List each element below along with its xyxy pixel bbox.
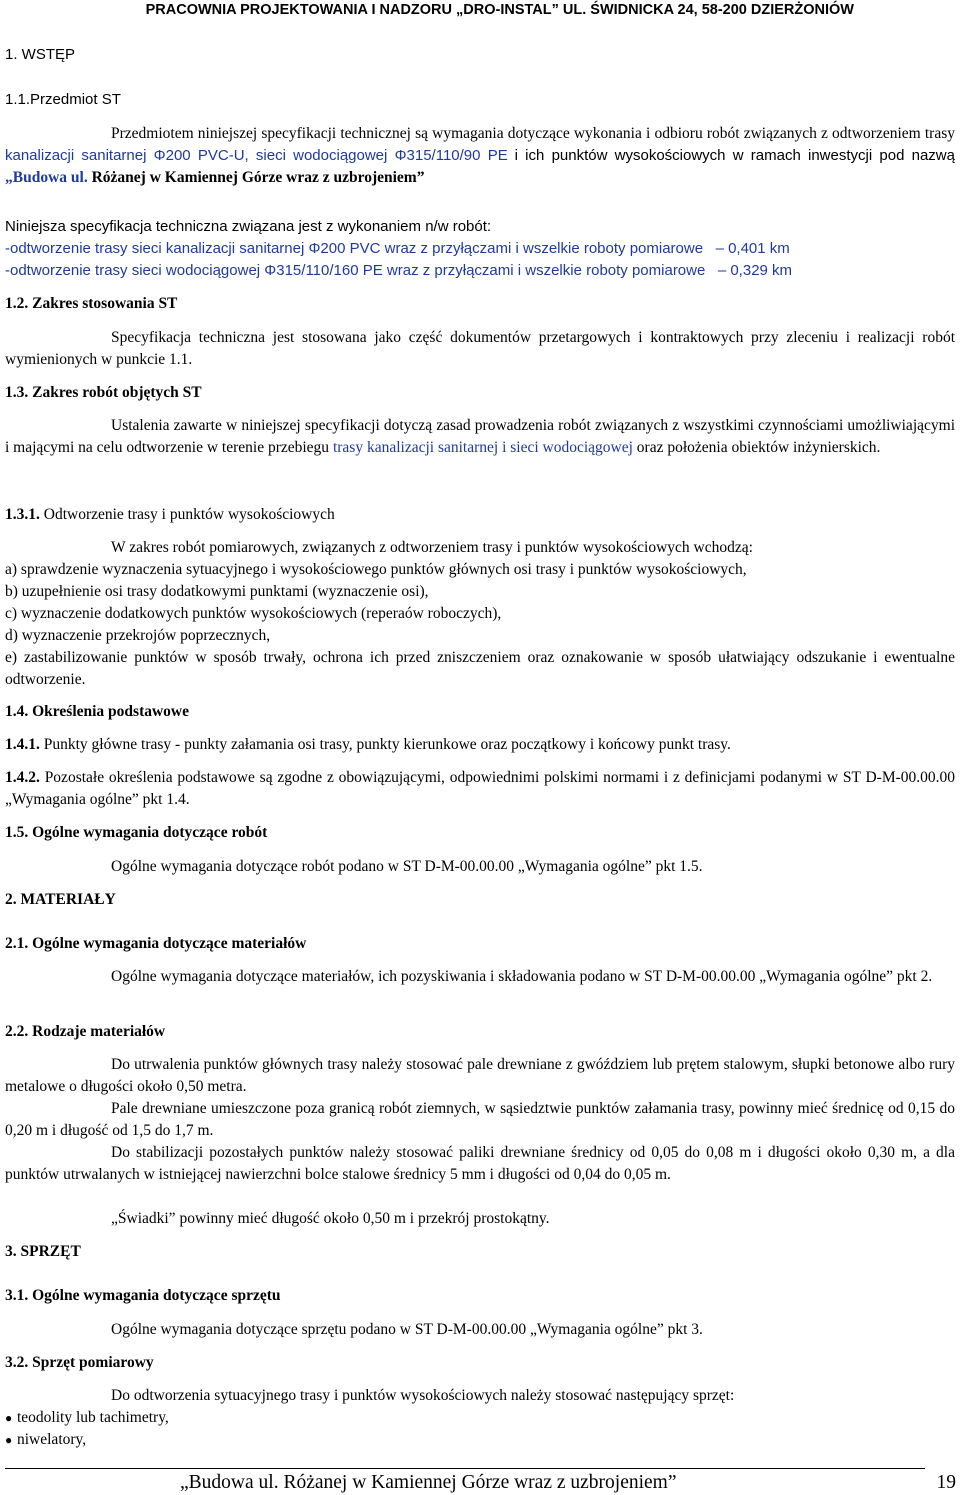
section-3-heading: 3. SPRZĘT	[5, 1243, 81, 1260]
section-1-3-1-heading: 1.3.1. Odtworzenie trasy i punktów wysokościowych	[5, 506, 335, 523]
paragraph-survey-intro: W zakres robót pomiarowych, związanych z odtworzeniem trasy i punktów wysokościowych wchodzą:	[111, 539, 753, 556]
definition-1-4-1: 1.4.1. Punkty główne trasy - punkty załamania osi trasy, punkty kierunkowe oraz początkowy i końcowy punkt trasy.	[5, 736, 731, 753]
section-1-1-heading: 1.1.Przedmiot ST	[5, 91, 121, 108]
list-item-d: d) wyznaczenie przekrojów poprzecznych,	[5, 627, 271, 644]
highlight-networks: kanalizacji sanitarnej Φ200 PVC-U, sieci wodociągowej Φ315/110/90 PE	[5, 147, 508, 164]
page-footer: „Budowa ul. Różanej w Kamiennej Górze wraz z uzbrojeniem”	[180, 1472, 677, 1493]
paragraph-materials-general: Ogólne wymagania dotyczące materiałów, ich pozyskiwania i składowania podano w ST D-M-00.00.00 „Wymagania ogólne” pkt 2.	[111, 968, 933, 985]
list-item-e: e) zastabilizowanie punktów w sposób trwały, ochrona ich przed zniszczeniem oraz oznakowanie w sposób ułatwiający odszukanie i ewentualne odtworzenie.	[5, 649, 955, 688]
investment-name-part: „Budowa ul.	[5, 169, 88, 186]
paragraph-materials-witnesses: „Świadki” powinny mieć długość około 0,50 m i przekrój prostokątny.	[111, 1210, 550, 1227]
paragraph-application: Specyfikacja techniczna jest stosowana jako część dokumentów przetargowych i kontraktowych przy zleceniu i realizacji robót wymienionych w punkcie 1.1.	[5, 329, 955, 368]
section-1-3-heading: 1.3. Zakres robót objętych ST	[5, 384, 202, 401]
paragraph-survey-equipment: Do odtworzenia sytuacyjnego trasy i punktów wysokościowych należy stosować następujący sprzęt:	[111, 1387, 735, 1404]
section-2-2-heading: 2.2. Rodzaje materiałów	[5, 1023, 166, 1040]
section-3-2-heading: 3.2. Sprzęt pomiarowy	[5, 1354, 154, 1371]
investment-name-rest: Różanej w Kamiennej Górze wraz z uzbrojeniem”	[91, 169, 425, 186]
bullet-icon: ●	[5, 1411, 13, 1425]
footer-divider	[5, 1468, 925, 1469]
bullet-item: ● teodolity lub tachimetry,	[5, 1407, 169, 1429]
section-1-heading: 1. WSTĘP	[5, 46, 76, 63]
section-1-4-heading: 1.4. Określenia podstawowe	[5, 703, 190, 720]
list-item-c: c) wyznaczenie dodatkowych punktów wysokościowych (reperaów roboczych),	[5, 605, 502, 622]
paragraph-works-scope: Ustalenia zawarte w niniejszej specyfikacji dotyczą zasad prowadzenia robót związanych z wszystkimi czynnościami umożliwiającymi i mającymi na celu odtworzenie w terenie przebiegu trasy kanalizacji sanitarnej i sieci wodociągowej oraz położenia obiektów inżynierskich.	[5, 417, 955, 456]
section-3-1-heading: 3.1. Ogólne wymagania dotyczące sprzętu	[5, 1287, 281, 1304]
section-2-heading: 2. MATERIAŁY	[5, 891, 116, 908]
scope-item-water: -odtworzenie trasy sieci wodociągowej Φ315/110/160 PE wraz z przyłączami i wszelkie roboty pomiarowe – 0,329 km	[5, 262, 793, 279]
paragraph-subject: Przedmiotem niniejszej specyfikacji technicznej są wymagania dotyczące wykonania i odbioru robót związanych z odtworzeniem trasy kanalizacji sanitarnej Φ200 PVC-U, sieci wodociągowej Φ315/110/90 PE i ich punktów wysokościowych w ramach inwestycji pod nazwą „Budowa ul. Różanej w Kamiennej Górze wraz z uzbrojeniem”	[5, 125, 955, 186]
list-item-a: a) sprawdzenie wyznaczenia sytuacyjnego i wysokościowego punktów głównych osi trasy i punktów wysokościowych,	[5, 561, 747, 578]
paragraph-general-works: Ogólne wymagania dotyczące robót podano w ST D-M-00.00.00 „Wymagania ogólne” pkt 1.5.	[111, 858, 703, 875]
bullet-icon: ●	[5, 1433, 13, 1447]
section-2-1-heading: 2.1. Ogólne wymagania dotyczące materiałów	[5, 935, 307, 952]
highlight-routes: trasy kanalizacji sanitarnej i sieci wodociągowej	[332, 439, 633, 456]
paragraph-materials-stakes: Do stabilizacji pozostałych punktów należy stosować paliki drewniane średnicy od 0,05 do 0,08 m i długości około 0,30 m, a dla punktów utrwalanych w istniejącej nawierzchni bolce stalowe średnicy 5 mm i długości od 0,04 do 0,05 m.	[5, 1144, 955, 1183]
page-number: 19	[936, 1472, 956, 1493]
list-item-b: b) uzupełnienie osi trasy dodatkowymi punktami (wyznaczenie osi),	[5, 583, 429, 600]
page-header: PRACOWNIA PROJEKTOWANIA I NADZORU „DRO-INSTAL” UL. ŚWIDNICKA 24, 58-200 DZIERŻONIÓW	[145, 2, 854, 18]
paragraph-materials-piles: Pale drewniane umieszczone poza granicą robót ziemnych, w sąsiedztwie punktów załamania trasy, powinny mieć średnicę od 0,15 do 0,20 m i długość od 1,5 do 1,7 m.	[5, 1100, 955, 1139]
paragraph-equipment-general: Ogólne wymagania dotyczące sprzętu podano w ST D-M-00.00.00 „Wymagania ogólne” pkt 3.	[111, 1321, 703, 1338]
paragraph-scope-intro: Niniejsza specyfikacja techniczna związana jest z wykonaniem n/w robót:	[5, 218, 492, 235]
scope-item-sewer: -odtworzenie trasy sieci kanalizacji sanitarnej Φ200 PVC wraz z przyłączami i wszelkie roboty pomiarowe – 0,401 km	[5, 240, 790, 257]
bullet-item: ● niwelatory,	[5, 1429, 86, 1451]
section-1-2-heading: 1.2. Zakres stosowania ST	[5, 295, 178, 312]
paragraph-materials-main: Do utrwalenia punktów głównych trasy należy stosować pale drewniane z gwóździem lub prętem stalowym, słupki betonowe albo rury metalowe o długości około 0,50 metra.	[5, 1056, 955, 1095]
section-1-5-heading: 1.5. Ogólne wymagania dotyczące robót	[5, 824, 268, 841]
definition-1-4-2: 1.4.2. Pozostałe określenia podstawowe są zgodne z obowiązującymi, odpowiednimi polskimi normami i z definicjami podanymi w ST D-M-00.00.00 „Wymagania ogólne” pkt 1.4.	[5, 769, 956, 808]
